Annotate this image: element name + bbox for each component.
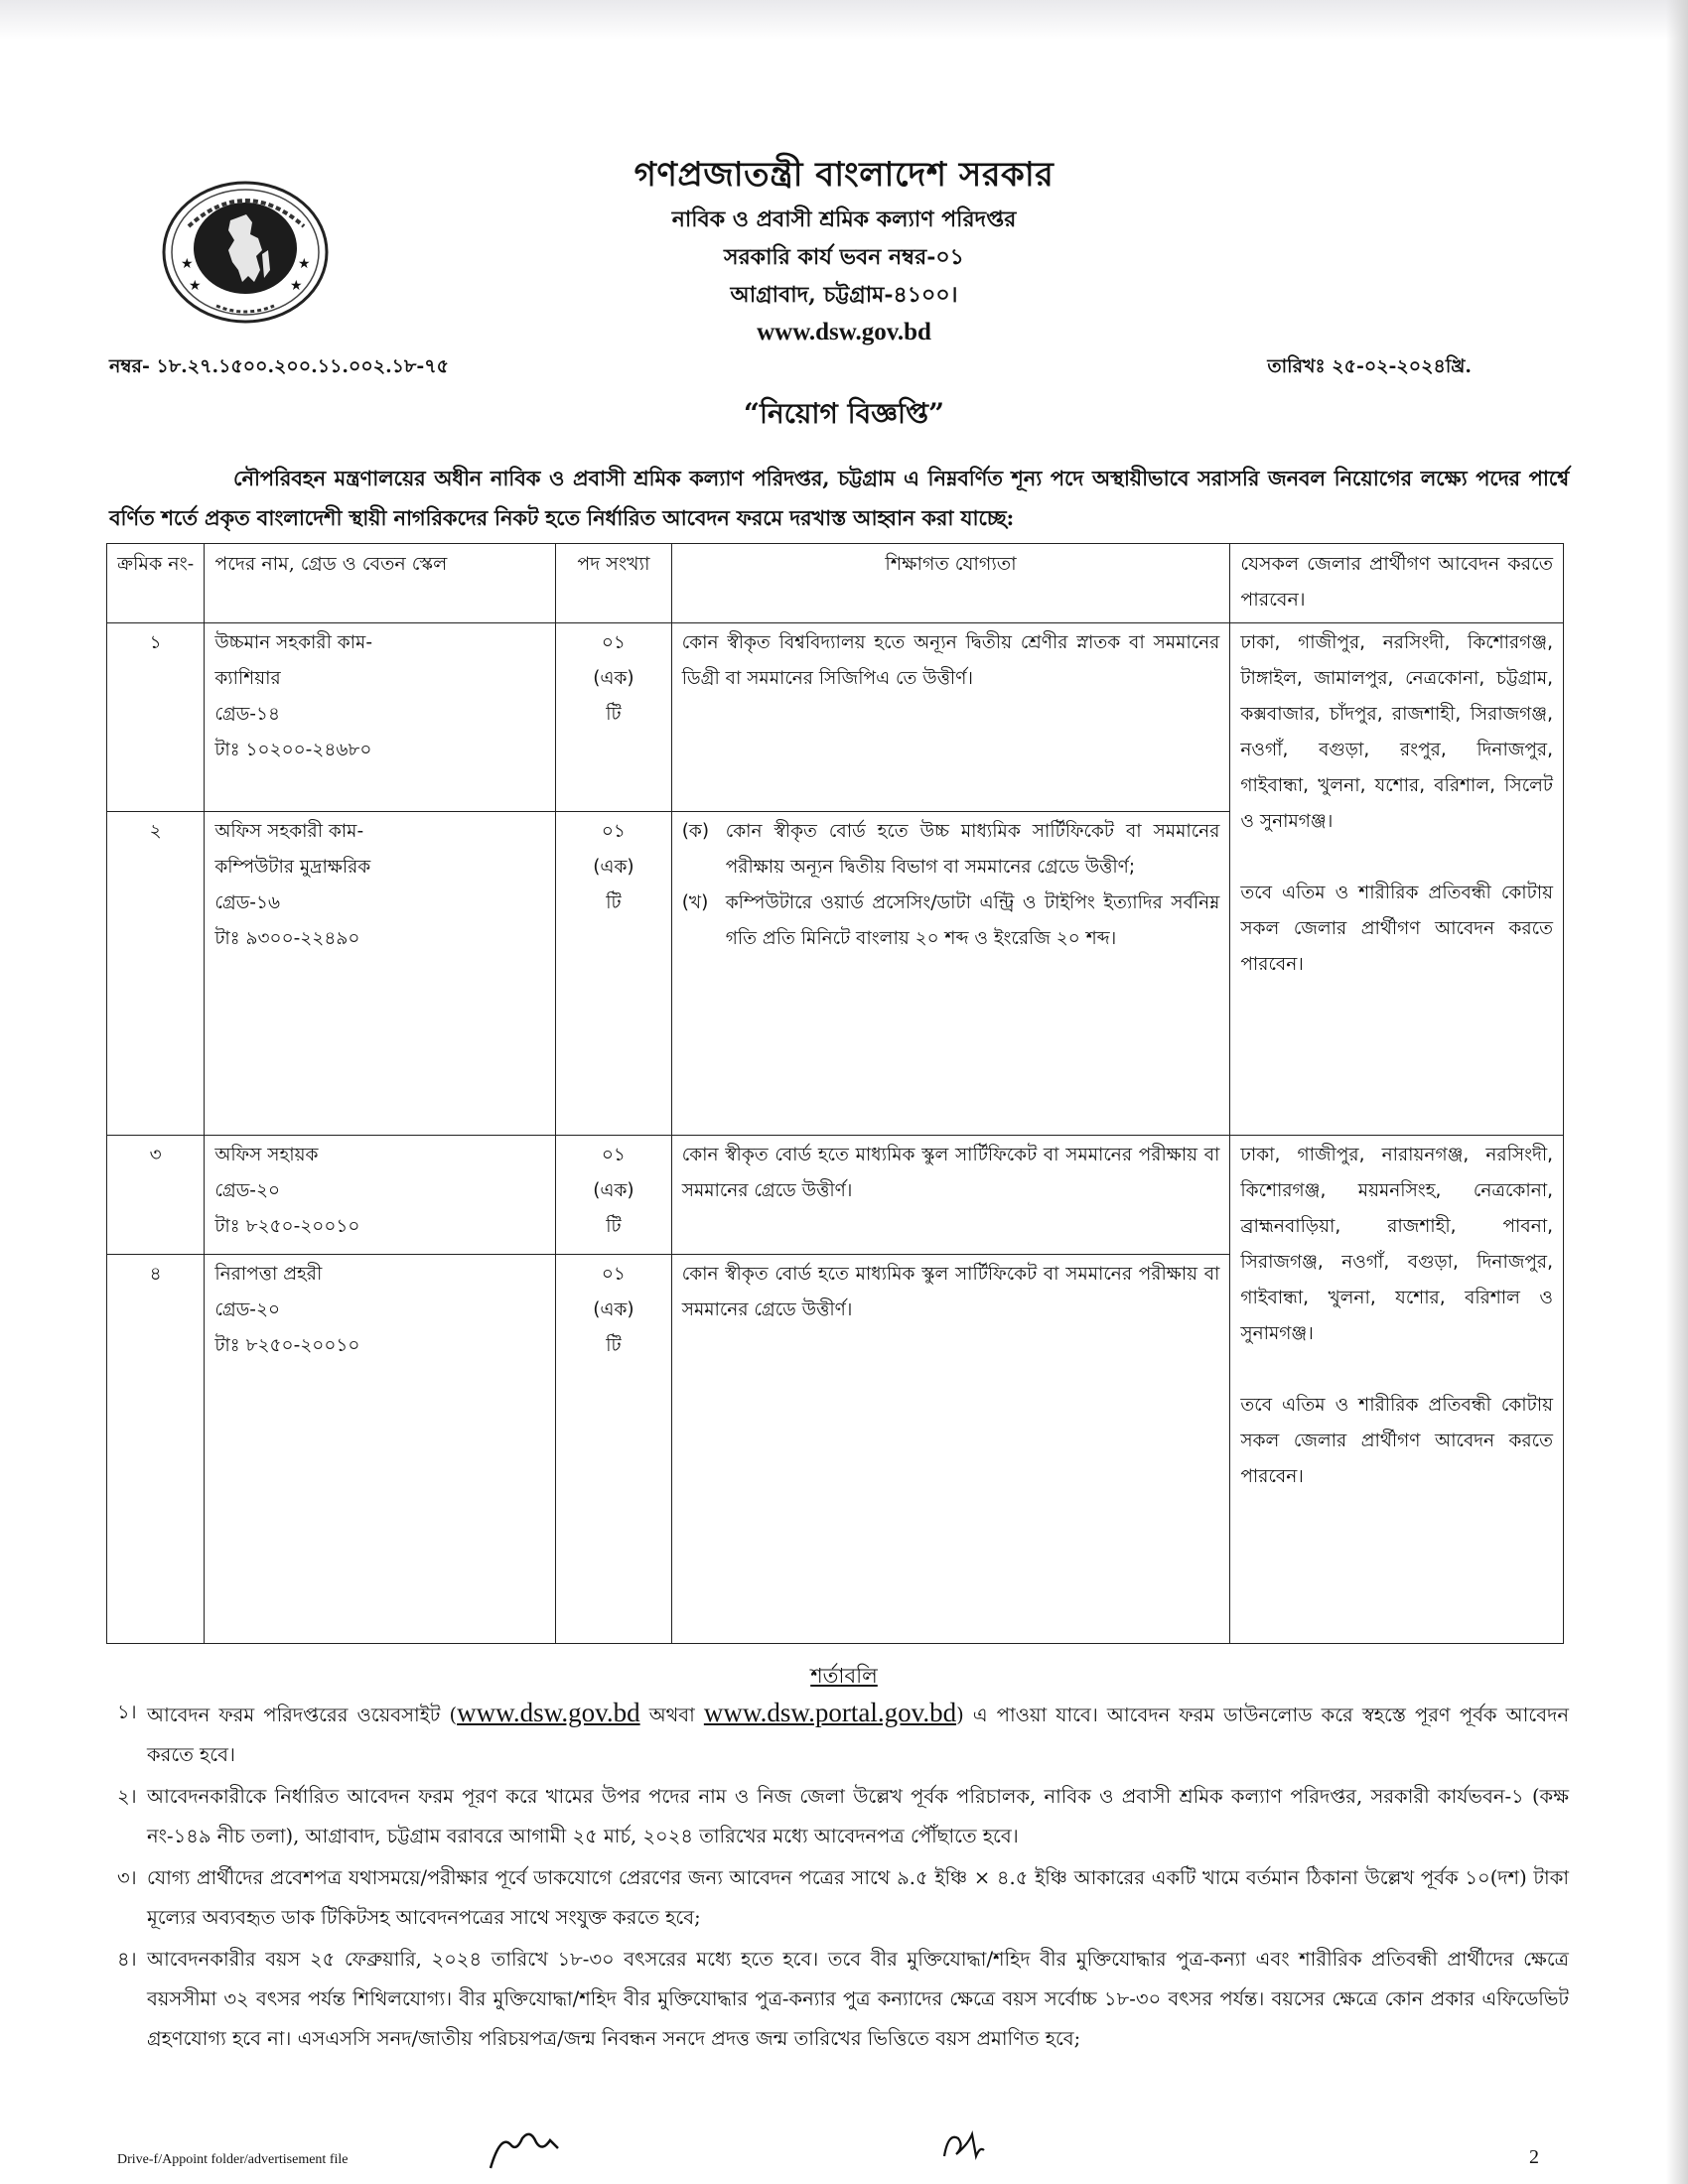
- table-header-row: [107, 544, 1564, 623]
- condition-item: [117, 1858, 1569, 1938]
- header-serial: ক্রমিক নং-: [107, 544, 205, 623]
- qualification-cell: কোন স্বীকৃত বোর্ড হতে মাধ্যমিক স্কুল সার্টিফিকেট বা সমমানের পরীক্ষায় বা সমমানের গ্রেডে উত্তীর্ণ।: [671, 1255, 1230, 1644]
- row-serial: ১: [107, 623, 205, 812]
- post-name-line2: কম্পিউটার মুদ্রাক্ষরিক: [214, 857, 371, 878]
- conditions-list: [117, 1693, 1569, 2061]
- conditions-title: শর্তাবলি: [810, 1664, 878, 1688]
- initials-icon: [938, 2126, 988, 2166]
- pay-scale: টাঃ ৮২৫০-২০০১০: [214, 1216, 360, 1237]
- post-count: ০১: [601, 821, 626, 842]
- condition-text: যোগ্য প্রার্থীদের প্রবেশপত্র যথাসময়ে/পরীক্ষার পূর্বে ডাকযোগে প্রেরণের জন্য আবেদন পত্রের সাথে ৯.৫ ইঞ্চি × ৪.৫ ইঞ্চি আকারের একটি খামে বর্তমান ঠিকানা উল্লেখ পূর্বক ১০(দশ) টাকা মূল্যের অব্যবহৃত ডাক টিকিটসহ আবেদনপত্রের সাথে সংযুক্ত করতে হবে;: [147, 1866, 1569, 1929]
- file-path: Drive-f/Appoint folder/advertisement file: [117, 2152, 349, 2167]
- pay-scale: টাঃ ৮২৫০-২০০১০: [214, 1335, 360, 1356]
- condition-number: ২।: [117, 1785, 137, 1808]
- condition-item: [117, 1693, 1569, 1775]
- post-count-unit: টি: [606, 892, 622, 913]
- row-serial: ৩: [107, 1136, 205, 1255]
- government-name: গণপ্রজাতন্ত্রী বাংলাদেশ সরকার: [633, 155, 1055, 195]
- department-name: নাবিক ও প্রবাসী শ্রমিক কল্যাণ পরিদপ্তর: [671, 206, 1017, 232]
- count-cell: [556, 812, 672, 1136]
- post-grade: গ্রেড-১৪: [214, 704, 280, 725]
- row-serial: ৪: [107, 1255, 205, 1644]
- post-count-words: (এক): [593, 1180, 634, 1201]
- districts-cell-group1: [1230, 623, 1564, 1136]
- qualification-item: [682, 814, 1220, 886]
- post-count-words: (এক): [593, 1299, 634, 1320]
- table-row: [107, 623, 1564, 812]
- post-name-line1: নিরাপত্তা প্রহরী: [214, 1264, 323, 1285]
- post-count: ০১: [601, 632, 626, 653]
- count-cell: [556, 623, 672, 812]
- qualification-cell: কোন স্বীকৃত বোর্ড হতে মাধ্যমিক স্কুল সার্টিফিকেট বা সমমানের পরীক্ষায় বা সমমানের গ্রেডে উত্তীর্ণ।: [671, 1136, 1230, 1255]
- vacancy-table: [106, 543, 1564, 1644]
- condition-text: আবেদনকারীর বয়স ২৫ ফেব্রুয়ারি, ২০২৪ তারিখে ১৮-৩০ বৎসরের মধ্যে হতে হবে। তবে বীর মুক্তিযোদ্ধা/শহিদ বীর মুক্তিযোদ্ধার পুত্র-কন্যা এবং শারীরিক প্রতিবন্ধী প্রার্থীদের ক্ষেত্রে বয়সসীমা ৩২ বৎসর পর্যন্ত শিথিলযোগ্য। বীর মুক্তিযোদ্ধা/শহিদ বীর মুক্তিযোদ্ধার পুত্র-কন্যার পুত্র কন্যাদের ক্ষেত্রে বয়স সর্বোচ্চ ১৮-৩০ বৎসর পর্যন্ত। বয়সের ক্ষেত্রে কোন প্রকার এফিডেভিট গ্রহণযোগ্য হবে না। এসএসসি সনদ/জাতীয় পরিচয়পত্র/জন্ম নিবন্ধন সনদে প্রদত্ত জন্ম তারিখের ভিত্তিতে বয়স প্রমাণিত হবে;: [147, 1948, 1569, 2050]
- condition-number: ৩।: [117, 1866, 137, 1889]
- svg-text:★: ★: [298, 256, 311, 272]
- post-count: ০১: [601, 1264, 626, 1285]
- qualification-cell: [671, 812, 1230, 1136]
- post-count-words: (এক): [593, 668, 634, 689]
- count-cell: [556, 1136, 672, 1255]
- post-count-words: (এক): [593, 857, 634, 878]
- header-qualification: শিক্ষাগত যোগ্যতা: [671, 544, 1230, 623]
- svg-text:★: ★: [181, 256, 194, 272]
- intro-paragraph: নৌপরিবহন মন্ত্রণালয়ের অধীন নাবিক ও প্রবাসী শ্রমিক কল্যাণ পরিদপ্তর, চট্টগ্রাম এ নিম্নবর্ণিত শূন্য পদে অস্থায়ীভাবে সরাসরি জনবল নিয়োগের লক্ষ্যে পদের পার্শ্বে বর্ণিত শর্তে প্রকৃত বাংলাদেশী স্থায়ী নাগরিকদের নিকট হতে নির্ধারিত আবেদন ফরমে দরখাস্ত আহ্বান করা যাচ্ছে:: [109, 466, 1569, 530]
- condition-text: [147, 1693, 1569, 1775]
- table-row: [107, 1136, 1564, 1255]
- quota-note: তবে এতিম ও শারীরিক প্রতিবন্ধী কোটায় সকল জেলার প্রার্থীগণ আবেদন করতে পারবেন।: [1240, 883, 1553, 975]
- post-cell: [205, 1255, 556, 1644]
- eligible-districts: ঢাকা, গাজীপুর, নারায়নগঞ্জ, নরসিংদী, কিশোরগঞ্জ, ময়মনসিংহ, নেত্রকোনা, ব্রাহ্মনবাড়িয়া, রাজশাহী, পাবনা, সিরাজগঞ্জ, নওগাঁ, বগুড়া, দিনাজপুর, গাইবান্ধা, খুলনা, যশোর, বরিশাল ও সুনামগঞ্জ।: [1240, 1145, 1553, 1344]
- post-count-unit: টি: [606, 704, 622, 725]
- post-grade: গ্রেড-২০: [214, 1299, 281, 1320]
- website-link-dsw-portal[interactable]: www.dsw.portal.gov.bd: [703, 1698, 957, 1727]
- condition-item: [117, 1940, 1569, 2059]
- post-count-unit: টি: [606, 1335, 622, 1356]
- page-number: 2: [1529, 2146, 1539, 2168]
- header-districts: যেসকল জেলার প্রার্থীগণ আবেদন করতে পারবেন।: [1230, 544, 1564, 623]
- post-grade: গ্রেড-২০: [214, 1180, 281, 1201]
- signature-icon: [487, 2124, 566, 2174]
- issue-date: তারিখঃ ২৫-০২-২০২৪খ্রি.: [1267, 355, 1472, 377]
- website-link-dsw[interactable]: www.dsw.gov.bd: [457, 1698, 640, 1727]
- post-name-line1: উচ্চমান সহকারী কাম-: [214, 632, 372, 653]
- districts-cell-group2: [1230, 1136, 1564, 1644]
- condition-number: ৪।: [117, 1948, 137, 1971]
- qualification-item: [682, 886, 1220, 957]
- scan-edge: [1666, 0, 1688, 2184]
- post-grade: গ্রেড-১৬: [214, 892, 281, 913]
- post-name-line1: অফিস সহায়ক: [214, 1145, 319, 1165]
- post-cell: [205, 812, 556, 1136]
- condition-item: [117, 1777, 1569, 1856]
- header-count: পদ সংখ্যা: [556, 544, 672, 623]
- notice-title: “নিয়োগ বিজ্ঞপ্তি”: [743, 397, 945, 430]
- post-cell: [205, 1136, 556, 1255]
- condition-text-part: ) এ পাওয়া যাবে। আবেদন ফরম ডাউনলোড করে স্বহস্তে পূরণ পূর্বক আবেদন করতে হবে।: [147, 1704, 1569, 1766]
- post-count: ০১: [601, 1145, 626, 1165]
- item-text: কোন স্বীকৃত বোর্ড হতে উচ্চ মাধ্যমিক সার্টিফিকেট বা সমমানের পরীক্ষায় অন্যূন দ্বিতীয় বিভাগ বা সমমানের গ্রেডে উত্তীর্ণ;: [725, 821, 1220, 878]
- item-marker: (ক): [681, 821, 710, 842]
- quota-note: তবে এতিম ও শারীরিক প্রতিবন্ধী কোটায় সকল জেলার প্রার্থীগণ আবেদন করতে পারবেন।: [1240, 1395, 1553, 1487]
- qualification-cell: কোন স্বীকৃত বিশ্ববিদ্যালয় হতে অন্যূন দ্বিতীয় শ্রেণীর স্নাতক বা সমমানের ডিগ্রী বা সমমানের সিজিপিএ তে উত্তীর্ণ।: [671, 623, 1230, 812]
- condition-text: আবেদনকারীকে নির্ধারিত আবেদন ফরম পূরণ করে খামের উপর পদের নাম ও নিজ জেলা উল্লেখ পূর্বক পরিচালক, নাবিক ও প্রবাসী শ্রমিক কল্যাণ পরিদপ্তর, সরকারী কার্যভবন-১ (কক্ষ নং-১৪৯ নীচ তলা), আগ্রাবাদ, চট্টগ্রাম বরাবরে আগামী ২৫ মার্চ, ২০২৪ তারিখের মধ্যে আবেদনপত্র পৌঁছাতে হবে।: [147, 1785, 1569, 1847]
- memo-number: নম্বর- ১৮.২৭.১৫০০.২০০.১১.০০২.১৮-৭৫: [109, 355, 449, 377]
- row-serial: ২: [107, 812, 205, 1136]
- count-cell: [556, 1255, 672, 1644]
- bangladesh-government-seal-icon: [159, 179, 333, 326]
- post-cell: [205, 623, 556, 812]
- letterhead: [496, 149, 1192, 351]
- pay-scale: টাঃ ১০২০০-২৪৬৮০: [214, 740, 372, 760]
- scan-shadow: [0, 0, 1688, 40]
- item-text: কম্পিউটারে ওয়ার্ড প্রসেসিং/ডাটা এন্ট্রি ও টাইপিং ইত্যাদির সর্বনিম্ন গতি প্রতি মিনিটে বাংলায় ২০ শব্দ ও ইংরেজি ২০ শব্দ।: [725, 892, 1220, 949]
- header-post: পদের নাম, গ্রেড ও বেতন স্কেল: [205, 544, 556, 623]
- svg-text:★: ★: [290, 278, 303, 294]
- condition-text-part: অথবা: [639, 1704, 704, 1726]
- post-name-line1: অফিস সহকারী কাম-: [214, 821, 364, 842]
- pay-scale: টাঃ ৯৩০০-২২৪৯০: [214, 928, 360, 949]
- item-marker: (খ): [681, 892, 709, 913]
- building-name: সরকারি কার্য ভবন নম্বর-০১: [724, 244, 964, 270]
- svg-text:★: ★: [189, 278, 202, 294]
- post-name-line2: ক্যাশিয়ার: [214, 668, 281, 689]
- office-address: আগ্রাবাদ, চট্টগ্রাম-৪১০০।: [730, 282, 958, 308]
- website-url: www.dsw.gov.bd: [757, 319, 931, 345]
- condition-number: ১।: [117, 1701, 137, 1723]
- condition-text-part: আবেদন ফরম পরিদপ্তরের ওয়েবসাইট (: [147, 1704, 458, 1726]
- post-count-unit: টি: [606, 1216, 622, 1237]
- eligible-districts: ঢাকা, গাজীপুর, নরসিংদী, কিশোরগঞ্জ, টাঙ্গাইল, জামালপুর, নেত্রকোনা, চট্টগ্রাম, কক্সবাজার, চাঁদপুর, রাজশাহী, সিরাজগঞ্জ, নওগাঁ, বগুড়া, রংপুর, দিনাজপুর, গাইবান্ধা, খুলনা, যশোর, বরিশাল, সিলেট ও সুনামগঞ্জ।: [1240, 632, 1553, 832]
